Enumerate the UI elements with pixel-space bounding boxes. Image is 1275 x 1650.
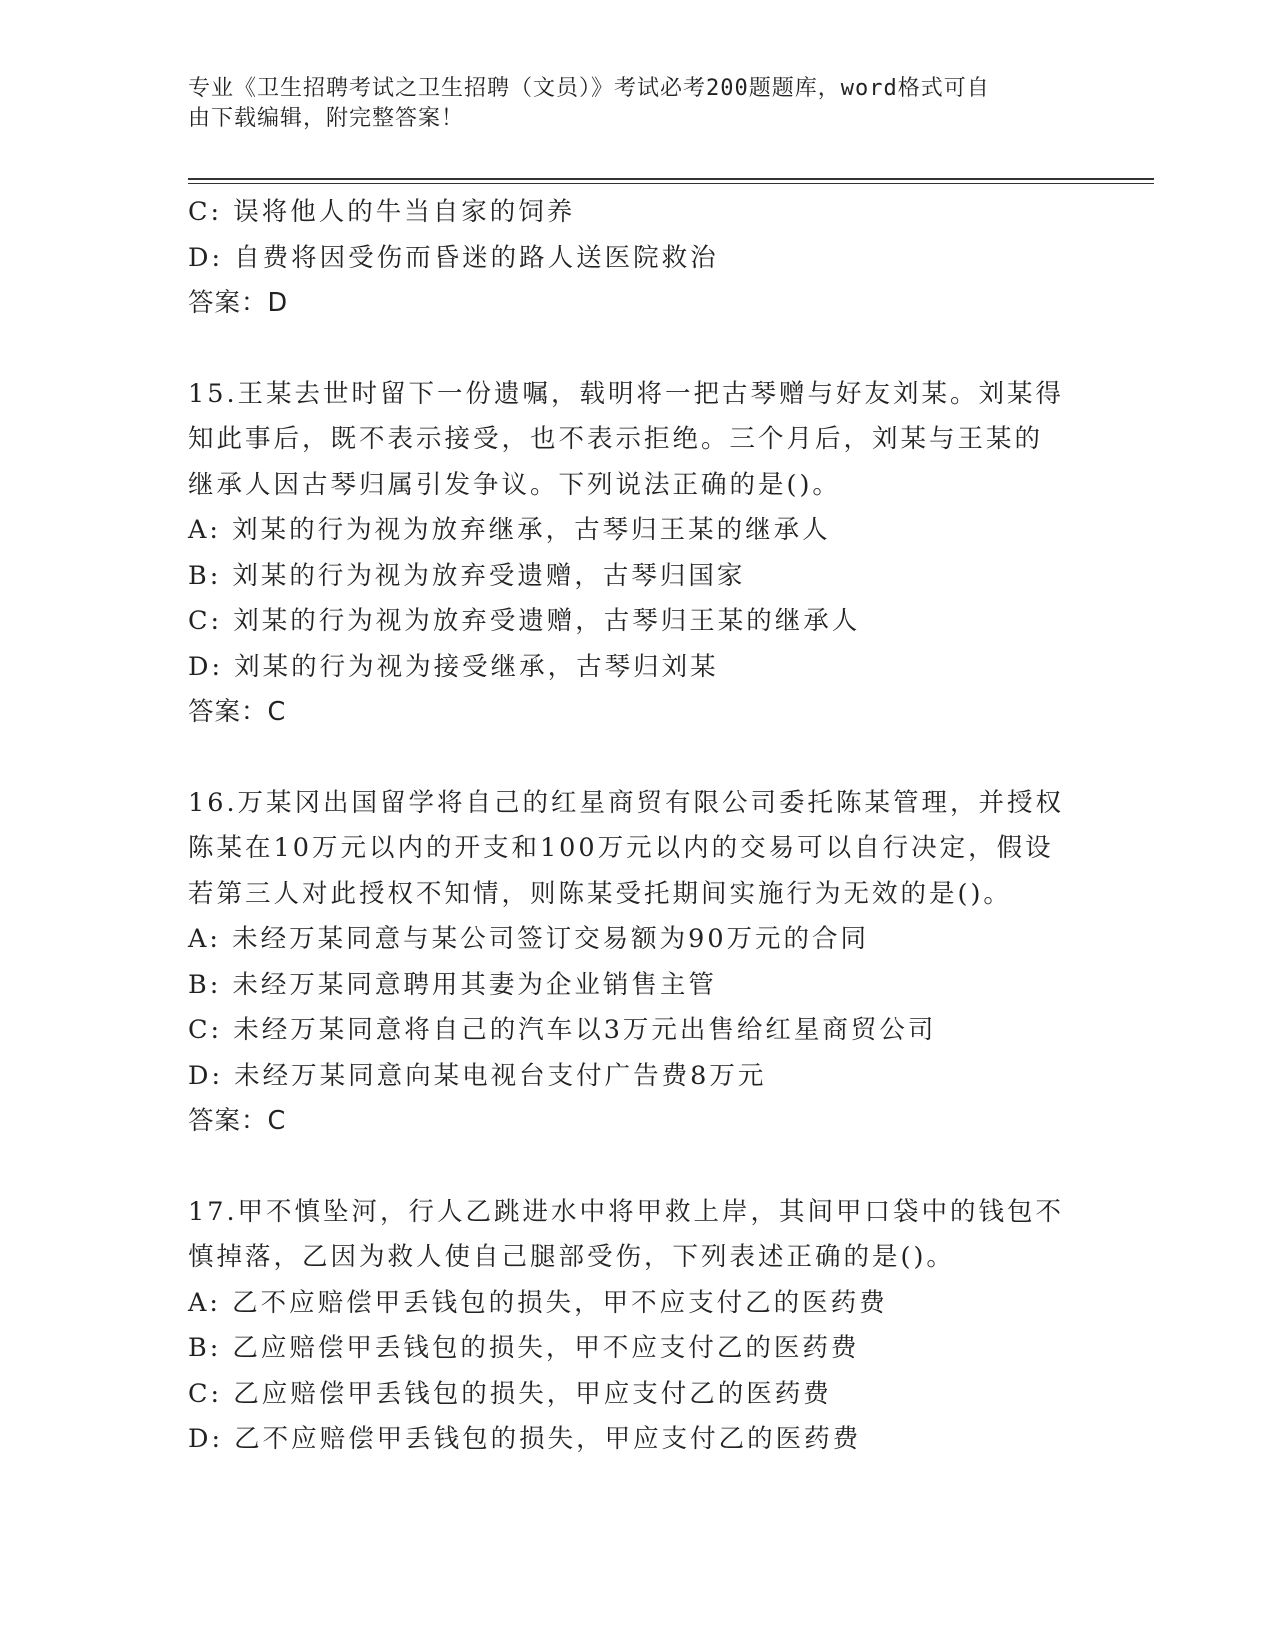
question-stem-line: 慎掉落，乙因为救人使自己腿部受伤，下列表述正确的是()。 bbox=[188, 1242, 955, 1272]
header-line-2: 由下载编辑，附完整答案！ bbox=[188, 106, 465, 131]
spacer bbox=[188, 1145, 1088, 1190]
option-line: B: 刘某的行为视为放弃受遗赠，古琴归国家 bbox=[188, 560, 746, 591]
header-divider-thin bbox=[188, 183, 1154, 184]
question-stem-line: 若第三人对此授权不知情，则陈某受托期间实施行为无效的是()。 bbox=[188, 878, 1012, 909]
document-body bbox=[188, 190, 1088, 1463]
question-stem-line: 17.甲不慎坠河，行人乙跳进水中将甲救上岸，其间甲口袋中的钱包不 bbox=[188, 1196, 1065, 1227]
option-line: D: 刘某的行为视为接受继承，古琴归刘某 bbox=[188, 651, 719, 682]
option-line: A: 刘某的行为视为放弃继承，古琴归王某的继承人 bbox=[188, 515, 831, 545]
option-line: B: 乙应赔偿甲丢钱包的损失，甲不应支付乙的医药费 bbox=[188, 1333, 860, 1363]
document-header bbox=[188, 74, 1068, 134]
option-line: D: 未经万某同意向某电视台支付广告费8万元 bbox=[188, 1060, 767, 1091]
answer-line: 答案：D bbox=[188, 288, 289, 318]
option-line: A: 未经万某同意与某公司签订交易额为90万元的合同 bbox=[188, 924, 870, 954]
question-block bbox=[188, 372, 1088, 736]
carryover-block bbox=[188, 190, 1088, 327]
option-line: C: 未经万某同意将自己的汽车以3万元出售给红星商贸公司 bbox=[188, 1015, 937, 1045]
question-block bbox=[188, 781, 1088, 1145]
answer-line: 答案：C bbox=[188, 697, 287, 727]
option-line: A: 乙不应赔偿甲丢钱包的损失，甲不应支付乙的医药费 bbox=[188, 1287, 888, 1318]
question-stem-line: 16.万某冈出国留学将自己的红星商贸有限公司委托陈某管理，并授权 bbox=[188, 787, 1065, 818]
question-block bbox=[188, 1190, 1088, 1463]
option-line: B: 未经万某同意聘用其妻为企业销售主管 bbox=[188, 969, 717, 1000]
answer-line: 答案：C bbox=[188, 1106, 287, 1136]
header-line-1: 专业《卫生招聘考试之卫生招聘（文员）》考试必考200题题库，word格式可自 bbox=[188, 76, 990, 101]
question-stem-line: 知此事后，既不表示接受，也不表示拒绝。三个月后，刘某与王某的 bbox=[188, 424, 1044, 454]
option-line: D: 乙不应赔偿甲丢钱包的损失，甲应支付乙的医药费 bbox=[188, 1424, 862, 1454]
option-line: C: 刘某的行为视为放弃受遗赠，古琴归王某的继承人 bbox=[188, 606, 861, 636]
header-divider-thick bbox=[188, 178, 1154, 180]
spacer bbox=[188, 327, 1088, 372]
question-stem-line: 陈某在10万元以内的开支和100万元以内的交易可以自行决定，假设 bbox=[188, 833, 1054, 863]
option-line: C: 乙应赔偿甲丢钱包的损失，甲应支付乙的医药费 bbox=[188, 1378, 832, 1409]
spacer bbox=[188, 736, 1088, 781]
question-stem-line: 15.王某去世时留下一份遗嘱，载明将一把古琴赠与好友刘某。刘某得 bbox=[188, 378, 1065, 409]
question-stem-line: 继承人因古琴归属引发争议。下列说法正确的是()。 bbox=[188, 469, 841, 500]
option-line: D: 自费将因受伤而昏迷的路人送医院救治 bbox=[188, 242, 719, 273]
option-line: C: 误将他人的牛当自家的饲养 bbox=[188, 197, 576, 227]
